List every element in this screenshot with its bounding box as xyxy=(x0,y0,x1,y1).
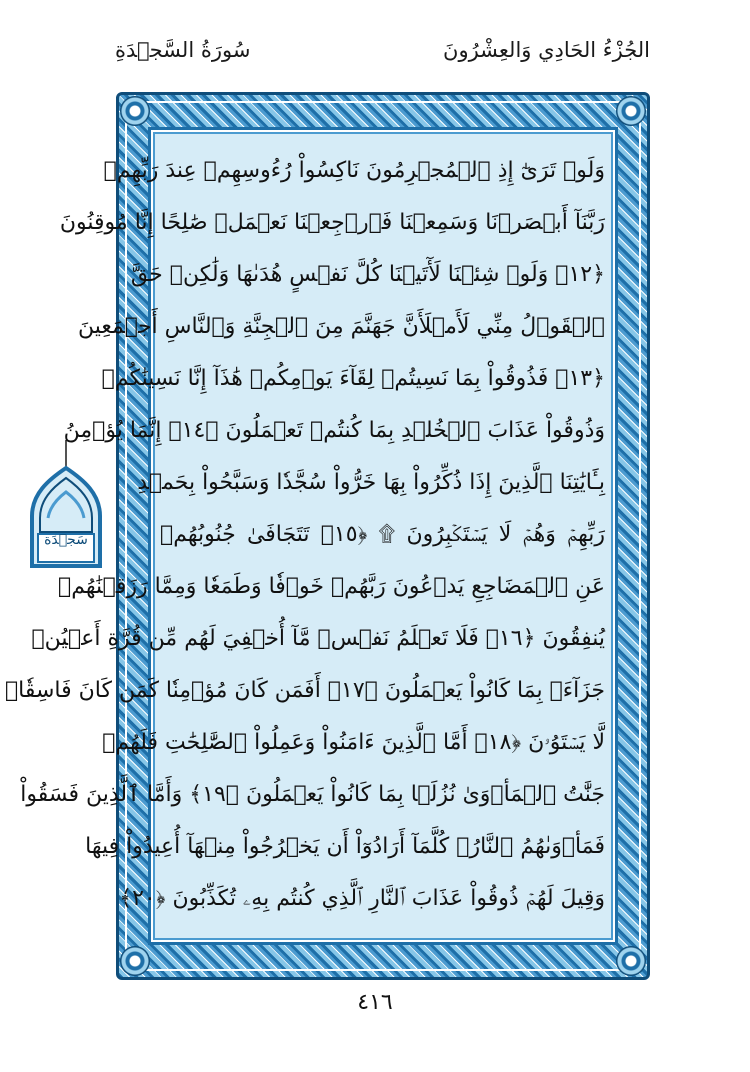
frame-corner-ornament-top-right xyxy=(616,96,646,126)
text-line: وَقِيلَ لَهُمۡ ذُوقُواْ عَذَابَ ٱلنَّارِ ٱلَّذِي كُنتُم بِهِۦ تُكَذِّبُونَ ﴿٢٠﴾ xyxy=(119,886,605,911)
text-line: جَزَآءَۢ بِمَا كَانُواْ يَعۡمَلُونَ ﴿١٧﴾ أَفَمَن كَانَ مُؤۡمِنٗا كَمَن كَانَ فَاسِقٗاۚ xyxy=(4,678,605,703)
page-number: ٤١٦ xyxy=(357,990,393,1015)
text-line: ٱلۡقَوۡلُ مِنِّي لَأَمۡلَأَنَّ جَهَنَّمَ مِنَ ٱلۡجِنَّةِ وَٱلنَّاسِ أَجۡمَعِينَ xyxy=(78,314,605,339)
text-line: وَذُوقُواْ عَذَابَ ٱلۡخُلۡدِ بِمَا كُنتُمۡ تَعۡمَلُونَ ﴿١٤﴾ إِنَّمَا يُؤۡمِنُ xyxy=(63,418,605,443)
text-line: رَبَّنَآ أَبۡصَرۡنَا وَسَمِعۡنَا فَٱرۡجِعۡنَا نَعۡمَلۡ صَٰلِحًا إِنَّا مُوقِنُونَ xyxy=(59,210,605,235)
surah-title: سُورَةُ السَّجۡدَةِ xyxy=(115,38,251,62)
text-line: وَلَوۡ تَرَىٰٓ إِذِ ٱلۡمُجۡرِمُونَ نَاكِسُواْ رُءُوسِهِمۡ عِندَ رَبِّهِمۡ xyxy=(103,158,605,183)
text-line: يُنفِقُونَ ﴿١٦﴾ فَلَا تَعۡلَمُ نَفۡسٞ مَّآ أُخۡفِيَ لَهُم مِّن قُرَّةِ أَعۡيُنٖ xyxy=(31,626,605,651)
text-line: عَنِ ٱلۡمَضَاجِعِ يَدۡعُونَ رَبَّهُمۡ خَوۡفٗا وَطَمَعٗا وَمِمَّا رَزَقۡنَٰهُمۡ xyxy=(58,574,605,599)
sajda-label: سَجۡدَة xyxy=(44,532,88,548)
sajda-dome-icon xyxy=(26,440,106,572)
text-line: بِـَٔايَٰتِنَا ٱلَّذِينَ إِذَا ذُكِّرُواْ بِهَا خَرُّواْ سُجَّدٗا وَسَبَّحُواْ بِحَمۡدِ xyxy=(137,470,605,495)
frame-corner-ornament-top-left xyxy=(120,96,150,126)
text-line: فَمَأۡوَىٰهُمُ ٱلنَّارُۖ كُلَّمَآ أَرَادُوٓاْ أَن يَخۡرُجُواْ مِنۡهَآ أُعِيدُواْ فِيهَا xyxy=(85,834,605,859)
text-line: لَّا يَسۡتَوُۥنَ ﴿١٨﴾ أَمَّا ٱلَّذِينَ ءَامَنُواْ وَعَمِلُواْ ٱلصَّٰلِحَٰتِ فَلَهُمۡ xyxy=(102,730,605,755)
page-header xyxy=(115,38,650,78)
text-line: جَنَّٰتُ ٱلۡمَأۡوَىٰ نُزُلَۢا بِمَا كَانُواْ يَعۡمَلُونَ ﴿١٩﴾ وَأَمَّا ٱلَّذِينَ فَسَقُواْ xyxy=(20,782,605,807)
text-line: ﴿١٣﴾ فَذُوقُواْ بِمَا نَسِيتُمۡ لِقَآءَ يَوۡمِكُمۡ هَٰذَآ إِنَّا نَسِينَٰكُمۡ xyxy=(101,366,605,391)
frame-corner-ornament-bottom-left xyxy=(120,946,150,976)
frame-corner-ornament-bottom-right xyxy=(616,946,646,976)
juz-title: الجُزْءُ الحَادِي وَالعِشْرُونَ xyxy=(443,38,650,62)
sajda-marker xyxy=(26,440,106,572)
text-line: رَبِّهِمۡ وَهُمۡ لَا يَسۡتَكۡبِرُونَ ۩ ﴿١٥﴾ تَتَجَافَىٰ جُنُوبُهُمۡ xyxy=(160,522,605,547)
text-line: ﴿١٢﴾ وَلَوۡ شِئۡنَا لَأٓتَيۡنَا كُلَّ نَفۡسٍ هُدَىٰهَا وَلَٰكِنۡ حَقَّ xyxy=(130,262,605,287)
